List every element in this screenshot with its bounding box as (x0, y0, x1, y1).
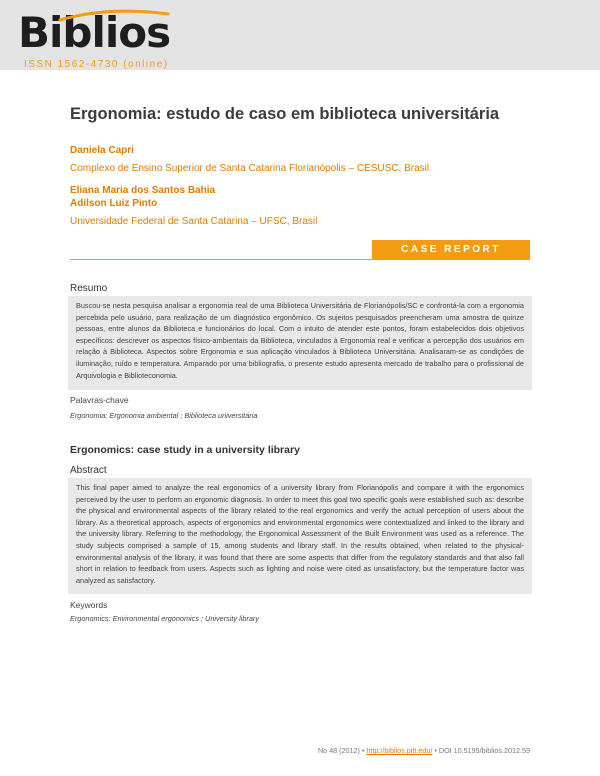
page-footer (100, 746, 530, 755)
abstract-text: This final paper aimed to analyze the real ergonomics of a university library from Florianópolis and compare it with the ergonomics perceived by the user to perform an ergonomic diagnosis. In order to meet this goal two specific goals were established such as: describe the physical and environmental aspects of the library related to the real ergonomics and verify the actual perception of users about the library. As a theoretical approach, aspects of ergonomics and environmental ergonomics were contextualized and linked to the library and the university library. Referring to the methodology, the Ergonomical Assessment of the Built Environment was used as a reference. The study subjects comprised a sample of 15, among students and library staff. In the results obtained, when related to the physical-environmental analysis of the library, it was found that there are some aspects that differ from the regulatory standards and that also fall short in relation to feedback from users. Aspects such as lighting and noise were cited as unsatisfactory, but the temperature factor was analyzed as satisfactory. (76, 483, 524, 585)
abstract-heading: Abstract (70, 465, 107, 476)
palavras-chave-list: Ergonomia; Ergonomia ambiental ; Biblioteca universitária (70, 411, 258, 420)
author-name: Daniela Capri (70, 145, 134, 156)
author-affiliation: Universidade Federal de Santa Catarina – UFSC, Brasil (70, 216, 318, 227)
footer-separator: • (434, 746, 437, 755)
keywords-heading: Keywords (70, 600, 108, 610)
author-affiliation: Complexo de Ensino Superior de Santa Catarina Florianópolis – CESUSC, Brasil (70, 163, 430, 174)
palavras-chave-heading: Palavras-chave (70, 395, 129, 405)
english-title: Ergonomics: case study in a university library (70, 444, 300, 456)
issn-label: ISSN 1562-4730 (online) (24, 59, 169, 70)
footer-doi: DOI 10.5195/biblios.2012.59 (438, 746, 530, 755)
journal-url-link[interactable]: http://biblios.pitt.edu/ (366, 746, 433, 755)
journal-logo: Biblios (18, 8, 171, 57)
author-name: Eliana Maria dos Santos Bahia (70, 185, 216, 196)
footer-issue: No 48 (2012) (317, 746, 360, 755)
resumo-heading: Resumo (70, 283, 108, 294)
abstract-box (68, 478, 532, 594)
case-report-rule (70, 259, 530, 260)
resumo-box (68, 296, 532, 390)
keywords-list: Ergonomics; Environmental ergonomics ; University library (70, 614, 259, 623)
resumo-text: Buscou-se nesta pesquisa analisar a ergonomia real de uma Biblioteca Universitária de Florianópolis/SC e confrontá-la com a ergonomia percebida pelo usuário, para realização de um diagnóstico ergonômico. Os sujeitos pesquisados preencheram uma amostra de quinze pessoas, entre alunos da Biblioteca e funcionários do local. Com o intuito de atender este pontos, foram estabelecidos dois objetivos específicos: descrever os aspectos físico-ambientais da Biblioteca, vinculados à Ergonomia real e verificar a percepção dos usuários em relação à Biblioteca. Aspectos sobre Ergonomia e sua aplicação vinculados à Biblioteca Universitária. Analisaram-se as condições de iluminação, ruído e temperatura. Amparado por uma bibliografia, o presente estudo apresenta mercado de trabalho para o profissional de Arquivologia e Biblioteconomia. (76, 301, 524, 380)
article-title: Ergonomia: estudo de caso em biblioteca universitária (70, 105, 500, 123)
footer-separator: • (361, 746, 365, 755)
author-name: Adilson Luiz Pinto (70, 198, 158, 209)
logo-swoosh-icon (58, 8, 178, 28)
article-type-badge: CASE REPORT (372, 240, 530, 259)
